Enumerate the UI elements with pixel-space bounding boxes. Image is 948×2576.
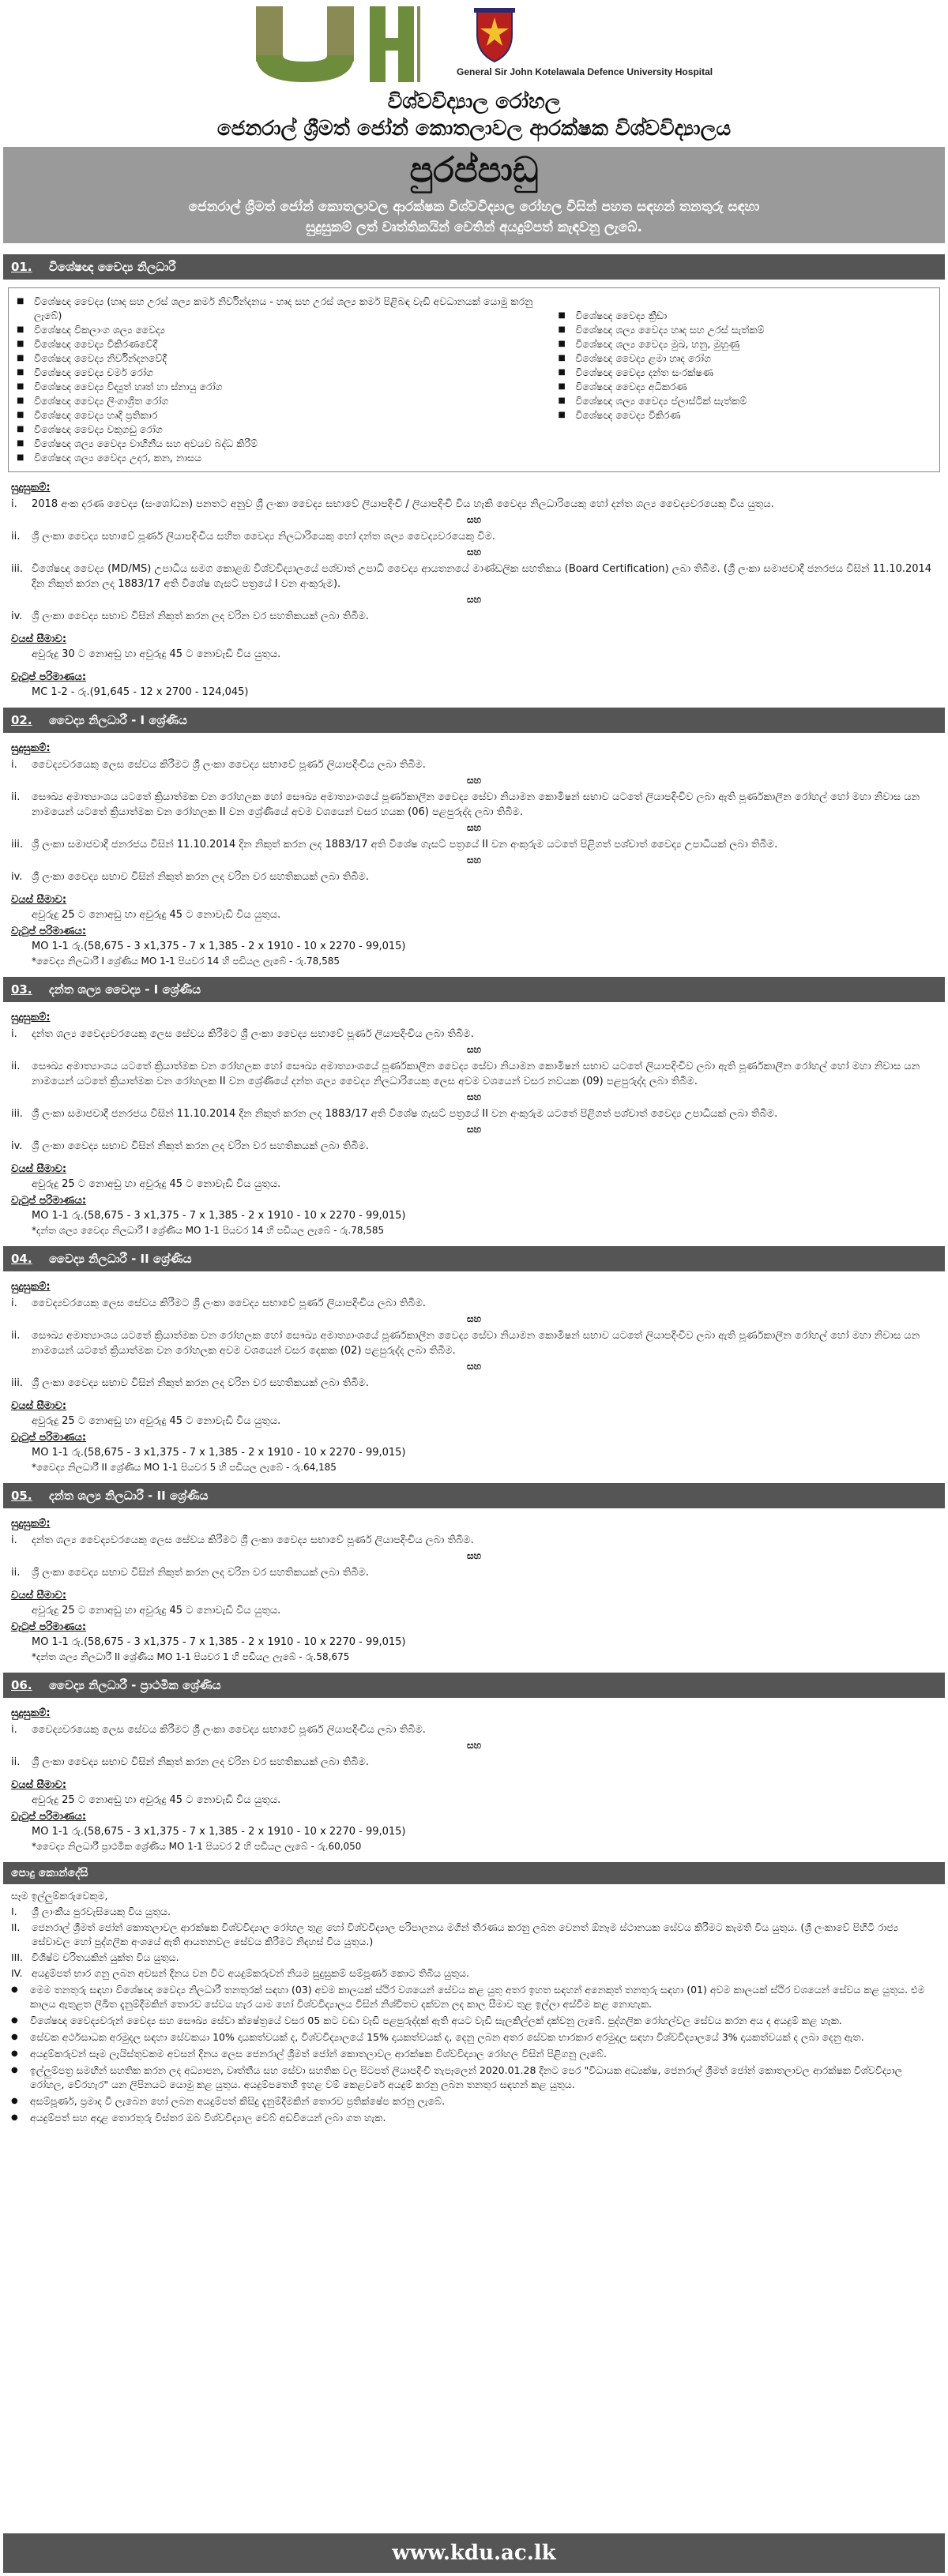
- qualification-item: iii. ශ්‍රී ලංකා වෛද්‍ය සභාව විසින් නිකුත් කරන ලද වරින වර සහතිකයක් ලබා තිබීම.: [11, 1377, 369, 1389]
- list-item: ● සේවක අර්ථසාධක අරමුදල සඳහා සේවකයා 10% දායකත්වයක් ද, විශ්වවිද්‍යාලයේ 15% දායකත්වයක් ද, දෙනු ලබන අතර සේවක භාරකාර අරමුදල සඳහා විශ්වවිද්‍යාලයේ 3% දායකත්වයක් ද ලබා දෙනු ඇත.: [11, 2031, 864, 2043]
- salary-heading: වැටුප් පරිමාණය:: [11, 671, 87, 683]
- list-item: ■ විශේෂඥ වෛද්‍ය ළමා හෘද රෝග: [558, 352, 711, 364]
- salary-scale: MO 1-1 රු.(58,675 - 3 x1,375 - 7 x 1,385 - 2 x 1910 - 10 x 2270 - 99,015): [32, 1636, 406, 1648]
- section-header-05: [3, 1483, 945, 1508]
- qualification-item: i. වෛද්‍යවරයෙකු ලෙස සේවය කිරීමට ශ්‍රී ලංකා වෛද්‍ය සභාවේ පූර්ණ ලියාපදිංචිය ලබා තිබීම.: [11, 759, 426, 771]
- and-connector: සහ: [466, 1044, 482, 1055]
- qualification-item: ii. ශ්‍රී ලංකා වෛද්‍ය සභාව විසින් නිකුත් කරන ලද වරින වර සහතිකයක් ලබා තිබීම.: [11, 1567, 369, 1579]
- qualifications-heading: සුදුසුකම්:: [11, 742, 51, 754]
- logo-u-icon: [251, 6, 370, 82]
- salary-note: *වෛද්‍ය නිලධාරී ප්‍රාථමික ශ්‍රේණිය MO 1-1 පියවර 2 හි පඩියල ලැබේ - රු.60,050: [32, 1841, 362, 1852]
- condition-item: I. ශ්‍රී ලාංකීය පුරවැසියෙකු විය යුතුය.: [11, 1906, 171, 1917]
- age-limit: අවුරුදු 25 ට නොඅඩු හා අවුරුදු 45 ට නොවැඩි විය යුතුය.: [32, 1415, 281, 1427]
- and-connector: සහ: [466, 1740, 482, 1751]
- list-item: ● මෙම තනතුරු සඳහා විශේෂඥ වෛද්‍ය නිලධාරී තනතුරක් සඳහා (03) අවම කාලයක් ස්ථිර වශයෙන් සේවය කළ යුතු අතර ඉහත සඳහන් අනෙකුත් තනතුරු සඳහා (01) අවම කාලයක් ස්ථිර වශයෙන් සේවය කළ යුතුය. එම කාලය ඇතුළත ලිඛිත දැනුම්දීමකින් තොරව සේවය හැර යාම හෝ විශ්වවිද්‍යාලය විසින් නිශ්චිතව දක්වන ලද කාල සීමාව තුළ ඉල්ලා අස්වීම කළ නොහැක.: [11, 1984, 925, 2010]
- section-body-06: [0, 1698, 948, 1862]
- square-bullet-icon: ■: [558, 396, 566, 405]
- specialties-left-column: [17, 295, 558, 465]
- title-university-hospital: විශ්වවිද්‍යාල රෝහල: [387, 90, 561, 114]
- square-bullet-icon: ■: [17, 368, 24, 377]
- condition-item: IV. අයදුම්පත් භාර ගනු ලබන අවසන් දිනය වන විට අයදුම්කරුවන් නියම සුදුසුකම් සම්පූර්ණ කොට තිබිය යුතුය.: [11, 1967, 470, 1979]
- section-title: දන්ත ශල්‍ය නිලධාරී - II ශ්‍රේණිය: [49, 1489, 209, 1503]
- qualification-item: ii. සෞඛ්‍ය අමාත්‍යාංශය යටතේ ක්‍රියාත්මක වන රෝහලක හෝ සෞඛ්‍ය අමාත්‍යාංශයේ පූර්ණකාලීන වෛද්‍ය සේවා නියාමන කොමිෂන් සභාව යටතේ ලියාපදිංචිව ලබා ඇති පූර්ණකාලීන රෝහල් හෝ මහා නිවාස යන නාමයෙන් යටතේ ක්‍රියාත්මක වන රෝහලක II වන ශ්‍රේණියේ දන්ත ශල්‍ය වෛද්‍ය නිලධාරියෙකු ලෙස අවම වශයෙන් වසර නවයක (09) පළපුරුද්ද ලබා තිබීම.: [11, 1061, 920, 1087]
- specialties-list: [8, 287, 940, 472]
- salary-heading: වැටුප් පරිමාණය:: [11, 1811, 87, 1823]
- and-connector: සහ: [466, 514, 482, 525]
- age-limit-heading: වයස් සීමාව:: [11, 1779, 67, 1791]
- section-title: වෛද්‍ය නිලධාරී - I ශ්‍රේණිය: [49, 713, 187, 727]
- section-header-02: [3, 708, 945, 733]
- list-item: ■ විශේෂඥ වෛද්‍ය (හෘද සහ උරස් ශල්‍ය කර්ම නිර්වින්දනය - හෘද සහ උරස් ශල්‍ය කර්ම පිළිබඳ වැඩි අවධානයක් යොමු කරනු ලැබේ): [17, 295, 533, 321]
- square-bullet-icon: ■: [558, 382, 566, 391]
- list-item: ● විශේෂඥ වෛද්‍යවරුන් වෛද්‍ය සහ සෞඛ්‍ය සේවා ක්ෂේත්‍රයේ වසර 05 කට වඩා වැඩි පළපුරුද්දක් ඇති අයට වැඩි සැලකිල්ලක් දක්වනු ලැබේ. පුද්ගලික රෝහල්වල සේවය කරන අය ද අයදුම් කළ හැක.: [11, 2015, 842, 2026]
- qualifications-heading: සුදුසුකම්:: [11, 1281, 51, 1293]
- age-limit: අවුරුදු 25 ට නොඅඩු හා අවුරුදු 45 ට නොවැඩි විය යුතුය.: [32, 1178, 281, 1190]
- list-item: ● අයදුම්කරුවන් සෑම ලැයිස්තුවකම අවසන් දිනය ලෙස ජෙනරාල් ශ්‍රීමත් ජෝන් කොතලාවල ආරක්ෂක විශ්වවිද්‍යාල රෝහල විසින් පිළිගනු ලැබේ.: [11, 2048, 607, 2060]
- qualifications-heading: සුදුසුකම්:: [11, 482, 51, 494]
- square-bullet-icon: ■: [17, 453, 24, 462]
- qualification-item: iv. ශ්‍රී ලංකා වෛද්‍ය සභාව විසින් නිකුත් කරන ලද වරින වර සහතිකයක් ලබා තිබීම.: [11, 1140, 369, 1152]
- section-body-04: [0, 1271, 948, 1483]
- square-bullet-icon: ■: [558, 340, 566, 348]
- general-conditions-body: [0, 1884, 948, 2130]
- general-conditions-header: පොදු කොන්දේසි: [3, 1862, 945, 1884]
- and-connector: සහ: [466, 775, 482, 786]
- and-connector: සහ: [466, 822, 482, 833]
- square-bullet-icon: ■: [17, 425, 24, 434]
- section-header-01: [3, 254, 945, 280]
- banner-title: පුරප්පාඩු: [409, 150, 539, 190]
- section-number: 06.: [11, 1678, 32, 1692]
- list-item: ■ විශේෂඥ වෛද්‍ය විද්‍යුත් හෘත් හා ස්නායු රෝග: [17, 381, 223, 392]
- qualification-item: ii. සෞඛ්‍ය අමාත්‍යාංශය යටතේ ක්‍රියාත්මක වන රෝහලක හෝ සෞඛ්‍ය අමාත්‍යාංශයේ පූර්ණකාලීන වෛද්‍ය සේවා නියාමන කොමිෂන් සභාව යටතේ ලියාපදිංචිව ලබා ඇති පූර්ණකාලීන රෝහල් හෝ මහා නිවාස යන නාමයෙන් යටතේ ක්‍රියාත්මක වන රෝහලක II වන ශ්‍රේණියේ අවම වශයෙන් වසර හයක (06) පළපුරුද්ද ලබා තිබීම.: [11, 791, 920, 818]
- and-connector: සහ: [466, 1313, 482, 1324]
- age-limit: අවුරුදු 25 ට නොඅඩු හා අවුරුදු 45 ට නොවැඩි විය යුතුය.: [32, 1794, 281, 1806]
- list-item: ■ විශේෂඥ වෛද්‍ය ලිංගාශ්‍රිත රෝග: [17, 395, 169, 407]
- list-item: ■ විශේෂඥ වෛද්‍ය හෘදි ප්‍රතිකාර: [17, 409, 158, 421]
- qualifications-heading: සුදුසුකම්:: [11, 1707, 51, 1719]
- banner-line-2: සුදුසුකම් ලත් වෘත්තිකයින් වෙතින් අයදුම්පත් කැඳවනු ලැබේ.: [306, 220, 642, 235]
- age-limit-heading: වයස් සීමාව:: [11, 633, 67, 645]
- bullet-dot-icon: ●: [11, 2016, 18, 2025]
- list-item: ■ විශේෂඥ වෛද්‍ය චර්ම රෝග: [17, 366, 153, 378]
- list-item: ■ විශේෂඥ ශල්‍ය වෛද්‍ය උදර, කන, නාසය: [17, 452, 202, 464]
- general-intro: සෑම ඉල්ලුම්කරුවෙකුම,: [11, 1890, 108, 1902]
- age-limit-heading: වයස් සීමාව:: [11, 894, 67, 906]
- qualification-item: i. වෛද්‍යවරයෙකු ලෙස සේවය කිරීමට ශ්‍රී ලංකා වෛද්‍ය සභාවේ පූර්ණ ලියාපදිංචිය ලබා තිබීම.: [11, 1297, 426, 1309]
- square-bullet-icon: ■: [17, 297, 24, 306]
- salary-note: *දන්ත ශල්‍ය වෛද්‍ය නිලධාරී I ශ්‍රේණිය MO 1-1 පියවර 14 හි පඩියල ලැබේ - රු.78,585: [32, 1225, 385, 1236]
- bullet-dot-icon: ●: [11, 1985, 18, 1994]
- qualifications-heading: සුදුසුකම්:: [11, 1518, 51, 1530]
- list-item: ■ විශේෂඥ ශල්‍ය වෛද්‍ය වාහිනීය සහ අවයව බද්ධ කිරීම්: [17, 437, 258, 449]
- section-number: 05.: [11, 1489, 32, 1503]
- salary-heading: වැටුප් පරිමාණය:: [11, 926, 87, 937]
- and-connector: සහ: [466, 1361, 482, 1372]
- square-bullet-icon: ■: [17, 382, 24, 391]
- and-connector: සහ: [466, 594, 482, 605]
- list-item: ■ විශේෂඥ ශල්‍ය වෛද්‍ය හෘද සහ උරස් සැත්කම්: [558, 324, 765, 336]
- section-title: විශේෂඥ වෛද්‍ය නිලධාරී: [49, 260, 176, 274]
- bullet-dot-icon: ●: [11, 2097, 18, 2105]
- qualification-item: i. දන්ත ශල්‍ය වෛද්‍යවරයෙකු ලෙස සේවය කිරීමට ශ්‍රී ලංකා වෛද්‍ය සභාවේ පූර්ණ ලියාපදිංචිය ලබා තිබීම.: [11, 1534, 474, 1546]
- list-item: ■ විශේෂඥ වෛද්‍ය අධිකරණ: [558, 381, 687, 392]
- qualification-item: iii. ශ්‍රී ලංකා සමාජවාදී ජනරජය විසින් 11.10.2014 දින නිකුත් කරන ලද 1883/17 අති විශේෂ ගැසට් පත්‍රයේ II වන අංකුරුම යටතේ පිළිගත් පශ්චාත් වෛද්‍ය උපාධියක් ලබා තිබීම.: [11, 839, 778, 851]
- list-item: ■ විශේෂඥ වෛද්‍ය විකිරණවේදී: [17, 338, 158, 350]
- section-title: වෛද්‍ය නිලධාරී - ප්‍රාථමික ශ්‍රේණිය: [49, 1678, 221, 1692]
- salary-note: *දන්ත ශල්‍ය නිලධාරී II ශ්‍රේණිය MO 1-1 පියවර 1 හි පඩියල ලැබේ - රු.58,675: [32, 1651, 350, 1662]
- and-connector: සහ: [466, 546, 482, 558]
- square-bullet-icon: ■: [558, 325, 566, 334]
- list-item: ■ විශේෂඥ වෛද්‍ය දන්ත සංරක්ෂණ: [558, 366, 713, 378]
- age-limit-heading: වයස් සීමාව:: [11, 1400, 67, 1412]
- list-item: ■ විශේෂඥ වෛද්‍ය විකිරණ: [558, 409, 681, 421]
- section-header-03: [3, 977, 945, 1002]
- salary-heading: වැටුප් පරිමාණය:: [11, 1432, 87, 1444]
- salary-note: *වෛද්‍ය නිලධාරී II ශ්‍රේණිය MO 1-1 පියවර 5 හි පඩියල ලැබේ - රු.64,185: [32, 1462, 337, 1473]
- qualification-item: ii. සෞඛ්‍ය අමාත්‍යාංශය යටතේ ක්‍රියාත්මක වන රෝහලක හෝ සෞඛ්‍ය අමාත්‍යාංශයේ පූර්ණකාලීන වෛද්‍ය සේවා නියාමන කොමිෂන් සභාව යටතේ ලියාපදිංචිව ලබා ඇති පූර්ණකාලීන රෝහල් හෝ මහා නිවාස යන නාමයෙන් යටතේ ක්‍රියාත්මක වන රෝහලක අවම වශයෙන් වසර දෙකක (02) පළපුරුද්ද ලබා තිබීම.: [11, 1330, 920, 1357]
- list-item: ■ විශේෂඥ වෛද්‍ය ක්‍රීඩා: [558, 310, 668, 321]
- list-item: ■ විශේෂඥ ශල්‍ය වෛද්‍ය මුඛ, හනු, මුහුණු: [558, 338, 740, 350]
- salary-scale: MO 1-1 රු.(58,675 - 3 x1,375 - 7 x 1,385 - 2 x 1910 - 10 x 2270 - 99,015): [32, 1447, 406, 1459]
- list-item: ■ විශේෂඥ ශල්‍ය වෛද්‍ය ප්ලාස්ටික් සැත්කම්: [558, 395, 747, 407]
- section-title: වෛද්‍ය නිලධාරී - II ශ්‍රේණිය: [49, 1252, 192, 1266]
- list-item: ● ඉල්ලුම්පත්‍ර සමඟින් සහතික කරන ලද අධ්‍යාපන, වෘත්තීය සහ සේවා සහතික වල පිටපත් ලියාපදිංචි තැපෑලෙන් 2020.01.28 දිනට පෙර "විධායක අධ්‍යක්ෂ, ජෙනරාල් ශ්‍රීමත් ජෝන් කොතලාවල ආරක්ෂක විශ්වවිද්‍යාල රෝහල, වේරහැර" යන ලිපිනයට යොමු කළ යුතුය. අයදුම්පතෙහි ඉහළ වම් කෙළවරේ අයදුම් කරනු ලබන තනතුර සඳහන් කළ යුතුය.: [11, 2064, 903, 2090]
- kdu-hospital-logo: [251, 6, 433, 82]
- and-connector: සහ: [466, 1550, 482, 1561]
- salary-note: *වෛද්‍ය නිලධාරී I ශ්‍රේණිය MO 1-1 පියවර 14 හි පඩියල ලැබේ - රු.78,585: [32, 956, 340, 967]
- list-item: ■ විශේෂඥ විකලාංග ශල්‍ය වෛද්‍ය: [17, 324, 165, 336]
- qualification-item: ii. ශ්‍රී ලංකා වෛද්‍ය සභාවේ පූර්ණ ලියාපදිංචිය සහිත වෛද්‍ය නිලධාරියෙකු හෝ දන්ත ශල්‍ය වෛද්‍යවරයෙකු විම.: [11, 531, 496, 543]
- and-connector: සහ: [466, 1124, 482, 1135]
- title-university-name: ජෙනරාල් ශ්‍රීමත් ජෝන් කොතලාවල ආරක්ෂක විශ්වවිද්‍යාලය: [216, 117, 732, 141]
- list-item: ● අසම්පූර්ණ, ප්‍රමාද වී ලැබෙන හෝ ලබන අයදුම්පත් කිසිදු දැනුම්දීමකින් තොරව ප්‍රතික්ෂේප කරනු ලැබේ.: [11, 2095, 446, 2107]
- section-number: 01.: [11, 260, 32, 274]
- square-bullet-icon: ■: [558, 311, 566, 320]
- logo-h-icon: [370, 6, 433, 82]
- square-bullet-icon: ■: [17, 354, 24, 362]
- salary-scale: MO 1-1 රු.(58,675 - 3 x1,375 - 7 x 1,385 - 2 x 1910 - 10 x 2270 - 99,015): [32, 1826, 406, 1838]
- hospital-name: General Sir John Kotelawala Defence University Hospital: [457, 66, 713, 77]
- qualification-item: iii. විශේෂඥ වෛද්‍ය (MD/MS) උපාධිය සමග කොළඹ විශ්වවිද්‍යාලයේ පශ්චාත් උපාධි වෛද්‍ය ආයතනයේ මාණ්ඩලික සහතිකය (Board Certification) ලබා තිබීම. (ශ්‍රී ලංකා සමාජවාදී ජනරජය විසින් 11.10.2014 දින නිකුත් කරන ලද 1883/17 අති විශේෂ ගැසට් පත්‍රයේ I වන අංකුරුම).: [11, 563, 932, 590]
- section-title: දන්ත ශල්‍ය වෛද්‍ය - I ශ්‍රේණිය: [49, 982, 201, 997]
- section-header-06: [3, 1673, 945, 1698]
- square-bullet-icon: ■: [17, 340, 24, 348]
- bullet-dot-icon: ●: [11, 2066, 18, 2075]
- qualification-item: i. 2018 අංක දරණ වෛද්‍ය (සංශෝධන) පනතට අනුව ශ්‍රී ලංකා වෛද්‍ය සභාවේ ලියාපදිංචි / ලියාපදිංචි විය හැකි වෛද්‍ය නිලධාරියෙකු හෝ දන්ත ශල්‍ය වෛද්‍යවරයෙකු විය යුතුය.: [11, 498, 774, 510]
- salary-scale: MC 1-2 - රු.(91,645 - 12 x 2700 - 124,045): [32, 686, 249, 698]
- vacancies-banner: [3, 147, 945, 243]
- qualification-item: iii. ශ්‍රී ලංකා සමාජවාදී ජනරජය විසින් 11.10.2014 දින නිකුත් කරන ලද 1883/17 අති විශේෂ ගැසට් පත්‍රයේ II වන අංකුරුම යටතේ පිළිගත් පශ්චාත් වෛද්‍ය උපාධියක් ලබා තිබීම.: [11, 1108, 778, 1120]
- header: [0, 0, 948, 88]
- university-crest-icon: [471, 6, 518, 63]
- section-body-02: [0, 733, 948, 977]
- qualification-item: iv. ශ්‍රී ලංකා වෛද්‍ය සභාව විසින් නිකුත් කරන ලද වරින වර සහතිකයක් ලබා තිබීම.: [11, 871, 369, 883]
- square-bullet-icon: ■: [17, 396, 24, 405]
- list-item: ■ විශේෂඥ වෛද්‍ය වකුගඩු රෝග: [17, 423, 163, 435]
- qualification-item: iv. ශ්‍රී ලංකා වෛද්‍ය සභාව විසින් නිකුත් කරන ලද වරින වර සහතිකයක් ලබා තිබීම.: [11, 610, 369, 622]
- website-link[interactable]: www.kdu.ac.lk: [3, 2533, 945, 2573]
- list-item: ● අයදුම්පත් සහ අදාළ තොරතුරු විස්තර ඔබ විශ්වවිද්‍යාල වෙබ් අඩවියෙන් ලබා ගත හැක.: [11, 2112, 386, 2124]
- and-connector: සහ: [466, 1091, 482, 1102]
- qualification-item: i. දන්ත ශල්‍ය වෛද්‍යවරයෙකු ලෙස සේවය කිරීමට ශ්‍රී ලංකා වෛද්‍ය සභාවේ පූර්ණ ලියාපදිංචිය ලබා තිබීම.: [11, 1028, 474, 1040]
- square-bullet-icon: ■: [17, 439, 24, 448]
- bullet-dot-icon: ●: [11, 2113, 18, 2122]
- age-limit: අවුරුදු 30 ට නොඅඩු හා අවුරුදු 45 ට නොවැඩි විය යුතුය.: [32, 648, 281, 660]
- qualification-item: ii. ශ්‍රී ලංකා වෛද්‍ය සභාව විසින් නිකුත් කරන ලද වරින වර සහතිකයක් ලබා තිබීම.: [11, 1756, 369, 1768]
- age-limit: අවුරුදු 25 ට නොඅඩු හා අවුරුදු 45 ට නොවැඩි විය යුතුය.: [32, 1605, 281, 1617]
- section-header-04: [3, 1246, 945, 1271]
- age-limit: අවුරුදු 25 ට නොඅඩු හා අවුරුදු 45 ට නොවැඩි විය යුතුය.: [32, 909, 281, 921]
- and-connector: සහ: [466, 854, 482, 866]
- condition-item: III. විශිෂ්ට චරිතයකින් යුක්ත විය යුතුය.: [11, 1951, 179, 1963]
- square-bullet-icon: ■: [17, 325, 24, 334]
- salary-scale: MO 1-1 රු.(58,675 - 3 x1,375 - 7 x 1,385 - 2 x 1910 - 10 x 2270 - 99,015): [32, 1210, 406, 1222]
- square-bullet-icon: ■: [17, 411, 24, 419]
- age-limit-heading: වයස් සීමාව:: [11, 1590, 67, 1602]
- qualification-item: i. වෛද්‍යවරයෙකු ලෙස සේවය කිරීමට ශ්‍රී ලංකා වෛද්‍ය සභාවේ පූර්ණ ලියාපදිංචිය ලබා තිබීම.: [11, 1724, 426, 1736]
- condition-item: II. ජෙනරාල් ශ්‍රීමත් ජෝන් කොතලාවල ආරක්ෂක විශ්වවිද්‍යාල රෝහල තුළ හෝ විශ්වවිද්‍යාල පරිපාලනය මගින් තීරණය කරනු ලබන වෙනත් ඕනෑම ස්ථානයක සේවය කිරීමට කැමති විය යුතුය. (ශ්‍රී ලංකාවේ පිහිටි රාජ්‍ය සේවාවල හෝ පුද්ගලික අංශයේ ඇති ආයතනවල සේවය කිරීමට නිදහස් විය යුතුය.): [11, 1921, 899, 1947]
- qualifications-heading: සුදුසුකම්:: [11, 1012, 51, 1023]
- salary-heading: වැටුප් පරිමාණය:: [11, 1621, 87, 1633]
- specialties-right-column: [558, 295, 931, 465]
- salary-heading: වැටුප් පරිමාණය:: [11, 1195, 87, 1207]
- bullet-dot-icon: ●: [11, 2033, 18, 2041]
- square-bullet-icon: ■: [558, 411, 566, 419]
- section-body-01: [0, 480, 948, 708]
- section-body-05: [0, 1508, 948, 1673]
- salary-scale: MO 1-1 රු.(58,675 - 3 x1,375 - 7 x 1,385 - 2 x 1910 - 10 x 2270 - 99,015): [32, 941, 406, 952]
- square-bullet-icon: ■: [558, 368, 566, 377]
- age-limit-heading: වයස් සීමාව:: [11, 1163, 67, 1175]
- section-body-03: [0, 1002, 948, 1246]
- square-bullet-icon: ■: [558, 354, 566, 362]
- bullet-dot-icon: ●: [11, 2049, 18, 2058]
- banner-line-1: ජෙනරාල් ශ්‍රීමත් ජෝන් කොතලාවල ආරක්ෂක විශ්වවිද්‍යාල රෝහල විසින් පහත සඳහන් තනතුරු සඳහා: [188, 199, 760, 215]
- list-item: ■ විශේෂඥ වෛද්‍ය නිර්වින්දනවේදී: [17, 352, 167, 364]
- section-number: 02.: [11, 713, 32, 727]
- section-number: 04.: [11, 1252, 32, 1266]
- section-number: 03.: [11, 982, 32, 997]
